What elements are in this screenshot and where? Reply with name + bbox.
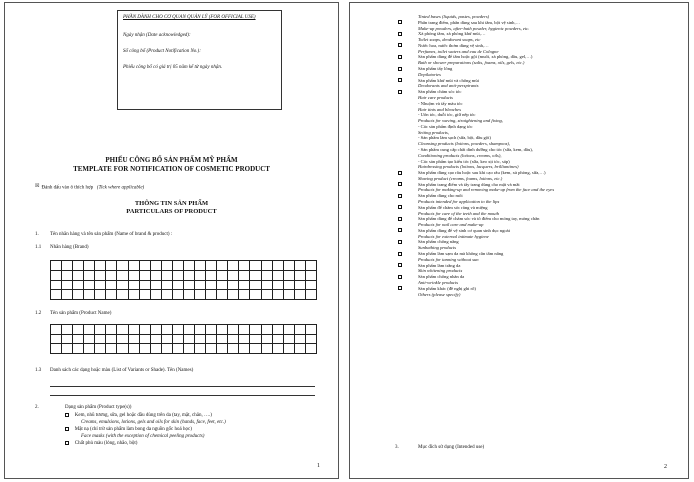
item-checkbox[interactable] [398,205,402,209]
q1-3-number: 1.3 [35,368,42,373]
grid-cell[interactable] [195,344,206,354]
item-label-en: Hairdressing products (lotions, lacquers, brilliantines) [418,164,519,170]
grid-cell[interactable] [129,281,140,291]
grid-cell[interactable] [140,281,151,291]
grid-cell[interactable] [62,261,73,271]
item-checkbox[interactable] [398,78,402,82]
item-label-en: Cleansing products (lotions, powders, shampoos), [418,141,511,147]
grid-cell[interactable] [162,290,173,300]
type-option-3 [65,441,137,447]
item-checkbox[interactable] [398,252,402,256]
item-label-en: Products intended for application to the lips [418,199,500,204]
variants-line-1[interactable] [50,386,315,387]
grid-cell[interactable] [106,325,117,335]
grid-cell[interactable] [62,290,73,300]
grid-cell[interactable] [239,271,250,281]
grid-cell[interactable] [140,271,151,281]
grid-cell[interactable] [95,335,106,345]
grid-cell[interactable] [62,325,73,335]
grid-cell[interactable] [195,335,206,345]
section-title-en: PARTICULARS OF PRODUCT [126,208,217,215]
grid-cell[interactable] [262,261,273,271]
grid-cell[interactable] [173,325,184,335]
grid-cell[interactable] [306,290,317,300]
grid-cell[interactable] [51,290,62,300]
grid-cell[interactable] [295,281,306,291]
type-1-en: Creams, emulsions, lotions, gels and oils for skin (hands, face, feet, etc.) [81,420,226,425]
grid-cell[interactable] [239,281,250,291]
item-label-en: Products for making-up and removing make-up from the face and the eyes [418,187,555,193]
item-label-vi: Sản phẩm chống nắng [418,239,459,245]
grid-cell[interactable] [106,271,117,281]
item-label-vi: Nước hoa, nước thơm dùng vệ sinh,… [418,42,489,48]
item-label-en: Products for external intimate hygiene [418,233,489,239]
grid-cell[interactable] [129,344,140,354]
item-checkbox[interactable] [398,240,402,244]
grid-cell[interactable] [129,271,140,281]
grid-cell[interactable] [295,290,306,300]
q2-label: Dạng sản phẩm (Product type(s)) [65,405,132,410]
q1-label: Tên nhãn hàng và tên sản phẩm (Name of brand & product) : [50,232,173,237]
q1-1-label: Nhãn hàng (Brand) [50,245,89,250]
grid-cell[interactable] [151,325,162,335]
item-checkbox[interactable] [398,171,402,175]
grid-cell[interactable] [206,335,217,345]
grid-cell[interactable] [162,335,173,345]
grid-cell[interactable] [95,271,106,281]
grid-cell[interactable] [306,271,317,281]
grid-cell[interactable] [51,271,62,281]
grid-cell[interactable] [217,281,228,291]
grid-cell[interactable] [228,281,239,291]
item-label-vi: Sản phẩm dùng để vệ sinh cơ quan sinh dục ngoài [418,227,510,233]
grid-cell[interactable] [73,335,84,345]
grid-cell[interactable] [184,281,195,291]
item-checkbox[interactable] [398,20,402,24]
grid-cell[interactable] [173,281,184,291]
type-1-vi: Kem, nhũ tương, sữa, gel hoặc dầu dùng trên da (tay, mặt, chân, ….) [74,413,212,419]
validity-note: Phiếu công bố có giá trị 05 năm kể từ ngày nhận. [123,65,223,70]
item-label-en: Deodorants and anti-perspirants [418,83,479,89]
grid-cell[interactable] [117,335,128,345]
page-number-2: 2 [664,464,667,470]
item-label-en: Toilet soaps, deodorant soaps, etc [418,37,481,43]
grid-cell[interactable] [195,325,206,335]
grid-cell[interactable] [306,335,317,345]
page-2 [349,2,689,479]
grid-cell[interactable] [262,335,273,345]
grid-cell[interactable] [62,344,73,354]
page-1 [4,2,339,479]
grid-cell[interactable] [239,344,250,354]
item-checkbox[interactable] [398,182,402,186]
item-checkbox[interactable] [398,194,402,198]
item-label-en: Products for care of the teeth and the mouth [418,210,500,216]
grid-cell[interactable] [228,325,239,335]
grid-cell[interactable] [228,261,239,271]
item-label-en: Sunbathing products [418,245,456,251]
item-label-en: Hair care products [418,94,453,100]
grid-cell[interactable] [151,281,162,291]
grid-cell[interactable] [51,335,62,345]
item-label-vi: Sản phẩm dùng để tắm hoặc gội (muối, xà phòng, dầu, gel,…) [418,54,533,60]
grid-cell[interactable] [284,344,295,354]
item-checkbox[interactable] [398,55,402,59]
grid-cell[interactable] [129,325,140,335]
grid-cell[interactable] [151,335,162,345]
grid-cell[interactable] [239,325,250,335]
item-label-vi: Sản phẩm làm sạm da mà không cần tắm nắng [418,251,504,257]
grid-cell[interactable] [217,271,228,281]
item-label-vi: Xà phòng tắm, xà phòng khử mùi,… [418,31,486,37]
item-label-vi: Sản phẩm làm trắng da [418,262,461,268]
grid-cell[interactable] [273,335,284,345]
grid-cell[interactable] [262,344,273,354]
grid-cell[interactable] [250,325,261,335]
item-label-en: Products for waving, straightening and fixing, [418,118,503,124]
grid-cell[interactable] [306,281,317,291]
grid-cell[interactable] [162,271,173,281]
grid-cell[interactable] [295,335,306,345]
grid-cell[interactable] [206,344,217,354]
grid-cell[interactable] [273,325,284,335]
grid-cell[interactable] [73,271,84,281]
grid-cell[interactable] [84,271,95,281]
item-label-en: Setting products, [418,129,449,135]
grid-cell[interactable] [84,325,95,335]
item-checkbox[interactable] [398,286,402,290]
grid-cell[interactable] [284,290,295,300]
item-label-en: Skin whitening products [418,268,463,274]
grid-cell[interactable] [173,335,184,345]
grid-cell[interactable] [184,344,195,354]
grid-cell[interactable] [51,281,62,291]
grid-cell[interactable] [140,290,151,300]
grid-cell[interactable] [173,290,184,300]
grid-cell[interactable] [84,344,95,354]
date-acknowledged-label: Ngày nhận (Date acknowledged): [123,33,191,38]
grid-cell[interactable] [273,290,284,300]
grid-cell[interactable] [273,271,284,281]
item-label-en: Tinted bases (liquids, pastes, powders) [418,14,490,19]
grid-cell[interactable] [250,281,261,291]
grid-cell[interactable] [217,344,228,354]
grid-cell[interactable] [250,344,261,354]
grid-cell[interactable] [117,325,128,335]
item-label-vi: Phấn trang điểm, phấn dùng sau khi tắm, bột vệ sinh,… [418,19,521,25]
q1-1-number: 1.1 [35,245,42,250]
product-name-grid[interactable] [50,324,317,354]
grid-cell[interactable] [184,335,195,345]
q1-2-number: 1.2 [35,311,42,316]
item-label-vi: - Sản phẩm làm sạch (sữa, bột, dầu gội) [418,135,491,141]
item-label-vi: - Sản phẩm cung cấp chất dinh dưỡng cho tóc (sữa, kem, dầu), [418,146,533,152]
grid-cell[interactable] [84,335,95,345]
item-label-vi: Sản phẩm chống nhăn da [418,274,465,280]
grid-cell[interactable] [173,271,184,281]
q2-number: 2. [35,405,39,410]
item-label-en: Products for tanning without sun [418,256,479,262]
grid-cell[interactable] [228,344,239,354]
item-label-en: Shaving product (creams, foams, lotions, etc.) [418,175,503,181]
grid-cell[interactable] [62,271,73,281]
item-checkbox[interactable] [398,32,402,36]
grid-cell[interactable] [140,261,151,271]
grid-cell[interactable] [117,281,128,291]
grid-cell[interactable] [195,271,206,281]
grid-cell[interactable] [295,261,306,271]
grid-cell[interactable] [262,325,273,335]
grid-cell[interactable] [140,335,151,345]
grid-cell[interactable] [217,290,228,300]
grid-cell[interactable] [284,261,295,271]
grid-cell[interactable] [95,344,106,354]
grid-cell[interactable] [195,290,206,300]
grid-cell[interactable] [106,344,117,354]
item-label-vi: Sản phẩm trang điểm và tẩy trang dùng cho mặt và mắt [418,181,520,187]
grid-cell[interactable] [273,261,284,271]
brand-name-grid[interactable] [50,260,317,300]
grid-cell[interactable] [162,325,173,335]
grid-cell[interactable] [228,271,239,281]
grid-cell[interactable] [206,325,217,335]
grid-cell[interactable] [284,335,295,345]
grid-cell[interactable] [228,335,239,345]
grid-cell[interactable] [217,261,228,271]
grid-cell[interactable] [117,344,128,354]
tick-note-en: (Tick where applicable) [96,185,145,191]
item-checkbox[interactable] [398,43,402,47]
item-checkbox[interactable] [398,263,402,267]
item-label-en: Anti-wrinkle products [418,279,459,285]
item-label-en: Bath or shower preparations (salts, foams, oils, gels, etc.) [418,60,525,66]
grid-cell[interactable] [295,271,306,281]
item-label-vi: - Các sản phẩm định dạng tóc [418,123,473,129]
grid-cell[interactable] [106,335,117,345]
grid-cell[interactable] [84,281,95,291]
item-label-vi: Sản phẩm dùng cạo râu hoặc sau khi cạo râu (kem, xà phòng, sữa,…) [418,170,546,176]
grid-cell[interactable] [62,281,73,291]
grid-cell[interactable] [239,335,250,345]
grid-cell[interactable] [73,344,84,354]
tick-note [35,184,144,192]
grid-cell[interactable] [95,290,106,300]
item-checkbox[interactable] [398,275,402,279]
grid-cell[interactable] [284,271,295,281]
grid-cell[interactable] [73,281,84,291]
type-1-checkbox[interactable] [65,413,69,417]
grid-cell[interactable] [51,325,62,335]
notification-number-label: Số công bố (Product Notification No.): [123,49,201,54]
item-label-vi: - Các sản phẩm tạo kiểu tóc (sữa, keo xịt tóc, sáp) [418,158,510,164]
type-2-vi: Mặt nạ (chỉ trừ sản phẩm làm bong da nguồn gốc hoá học) [74,427,192,433]
grid-cell[interactable] [173,344,184,354]
item-checkbox[interactable] [398,90,402,94]
item-checkbox[interactable] [398,228,402,232]
grid-cell[interactable] [206,271,217,281]
item-label-vi: Sản phẩm dùng để chăm sóc và tô điểm cho móng tay, móng chân [418,216,540,222]
grid-cell[interactable] [117,290,128,300]
type-3-checkbox[interactable] [65,441,69,445]
grid-cell[interactable] [129,290,140,300]
grid-cell[interactable] [250,290,261,300]
grid-cell[interactable] [184,271,195,281]
grid-cell[interactable] [217,325,228,335]
type-2-checkbox[interactable] [65,427,69,431]
type-3-vi: Chất phủ màu (lỏng, nhão, bột) [74,441,138,447]
q1-3-label: Danh sách các dạng hoặc màu (List of Variants or Shade). Tên (Names) [50,368,194,373]
grid-cell[interactable] [262,281,273,291]
grid-cell[interactable] [250,261,261,271]
grid-cell[interactable] [273,344,284,354]
grid-cell[interactable] [239,290,250,300]
item-checkbox[interactable] [398,67,402,71]
grid-cell[interactable] [195,261,206,271]
official-use-box [117,10,282,110]
type-2-en: Face masks (with the exception of chemical peeling products) [81,434,205,439]
tick-note-vi: Đánh dấu vào ô thích hợp [41,185,94,191]
grid-cell[interactable] [295,344,306,354]
grid-cell[interactable] [162,281,173,291]
product-type-list [418,14,683,297]
item-label-en: Depilatories [418,71,441,77]
grid-cell[interactable] [106,261,117,271]
grid-cell[interactable] [140,344,151,354]
grid-cell[interactable] [184,261,195,271]
grid-cell[interactable] [228,290,239,300]
item-label-en: Others (please specify) [418,291,461,297]
section-title-vi: THÔNG TIN SẢN PHẨM [134,200,209,207]
grid-cell[interactable] [73,325,84,335]
grid-cell[interactable] [51,261,62,271]
item-checkbox[interactable] [398,217,402,221]
grid-cell[interactable] [162,344,173,354]
item-label-vi: - Nhuộm và tẩy màu tóc [418,100,463,106]
grid-cell[interactable] [51,344,62,354]
title-en: TEMPLATE FOR NOTIFICATION OF COSMETIC PRODUCT [73,165,270,173]
grid-cell[interactable] [151,290,162,300]
grid-cell[interactable] [106,281,117,291]
grid-cell[interactable] [306,344,317,354]
grid-cell[interactable] [295,325,306,335]
grid-cell[interactable] [73,290,84,300]
grid-cell[interactable] [250,335,261,345]
item-label-en: Perfumes, toilet waters and eau de Cologne [418,48,499,54]
grid-cell[interactable] [95,325,106,335]
item-label-vi: - Uốn tóc, duỗi tóc, giữ nếp tóc [418,112,476,118]
type-option-1 [65,413,212,419]
grid-cell[interactable] [273,281,284,291]
grid-cell[interactable] [106,290,117,300]
grid-cell[interactable] [306,261,317,271]
grid-cell[interactable] [239,261,250,271]
grid-cell[interactable] [117,271,128,281]
grid-cell[interactable] [151,261,162,271]
q3-number: 3. [395,445,399,450]
q1-2-label: Tên sản phẩm (Product Name) [50,311,112,316]
item-label-vi: Sản phẩm chăm sóc tóc [418,89,462,95]
grid-cell[interactable] [84,261,95,271]
grid-cell[interactable] [162,261,173,271]
grid-cell[interactable] [206,290,217,300]
grid-cell[interactable] [217,335,228,345]
grid-cell[interactable] [262,290,273,300]
type-option-2 [65,427,192,433]
grid-cell[interactable] [195,281,206,291]
grid-cell[interactable] [95,261,106,271]
item-label-vi: Sản phẩm tẩy lông [418,66,453,72]
item-label-en: Hair tints and bleaches [418,106,461,112]
item-label-en: Make-up powders, after-bath powder, hygienic powders, etc. [418,25,530,31]
grid-cell[interactable] [250,271,261,281]
grid-cell[interactable] [284,325,295,335]
q3-label: Mục đích sử dụng (Intended use) [418,445,485,450]
grid-cell[interactable] [73,261,84,271]
page-number-1: 1 [317,463,320,469]
grid-cell[interactable] [173,261,184,271]
grid-cell[interactable] [284,281,295,291]
official-use-header: PHẦN DÀNH CHO CƠ QUAN QUẢN LÝ (FOR OFFICIAL USE) [123,15,256,20]
item-label-vi: Sản phẩm dùng cho môi [418,193,463,199]
grid-cell[interactable] [129,261,140,271]
grid-cell[interactable] [306,325,317,335]
ticked-checkbox-icon: ☒ [35,184,40,189]
grid-cell[interactable] [117,261,128,271]
grid-cell[interactable] [151,344,162,354]
grid-cell[interactable] [206,261,217,271]
item-label-vi: Sản phẩm để chăm sóc răng và miệng [418,204,488,210]
item-label-vi: Sản phẩm khác (đề nghị ghi rõ) [418,285,476,291]
item-label-en: Products for nail care and make-up [418,222,484,228]
variants-line-2[interactable] [50,395,315,396]
grid-cell[interactable] [95,281,106,291]
q1-number: 1. [35,232,39,237]
grid-cell[interactable] [184,325,195,335]
grid-cell[interactable] [206,281,217,291]
grid-cell[interactable] [140,325,151,335]
item-label-en: Conditioning products (lotions, creams, oils), [418,152,502,158]
grid-cell[interactable] [84,290,95,300]
grid-cell[interactable] [151,271,162,281]
item-label-vi: Sản phẩm khử mùi và chống mùi [418,77,479,83]
grid-cell[interactable] [129,335,140,345]
grid-cell[interactable] [262,271,273,281]
grid-cell[interactable] [184,290,195,300]
title-vi: PHIẾU CÔNG BỐ SẢN PHẨM MỸ PHẨM [105,156,238,164]
grid-cell[interactable] [62,335,73,345]
